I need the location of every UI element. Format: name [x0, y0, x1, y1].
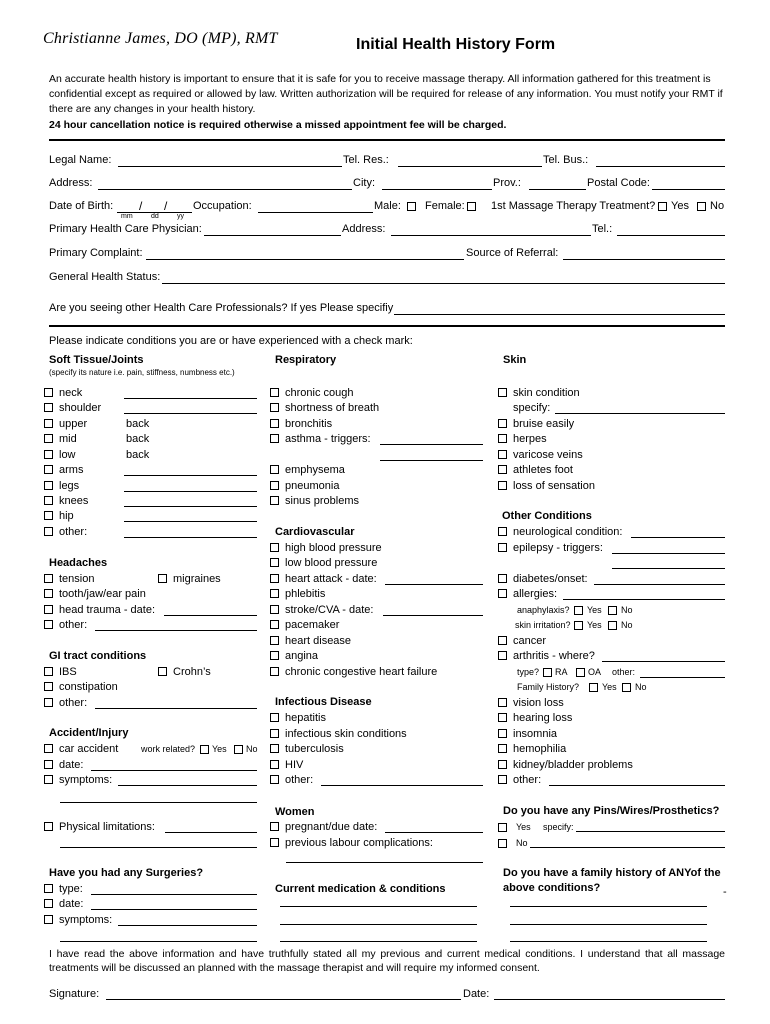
- gi-item[interactable]: other:: [44, 697, 87, 709]
- prov-label: Prov.:: [493, 177, 521, 189]
- soft-tissue-item[interactable]: neck: [44, 387, 82, 399]
- arthritis-other-label: other:: [612, 667, 636, 677]
- headache-item[interactable]: head trauma - date:: [44, 604, 155, 616]
- other-condition-item[interactable]: epilepsy - triggers:: [498, 542, 603, 554]
- surgery-item[interactable]: date:: [44, 898, 83, 910]
- male-checkbox[interactable]: [407, 202, 416, 211]
- other-condition-item[interactable]: vision loss: [498, 697, 564, 709]
- section-divider: [49, 325, 725, 327]
- soft-tissue-heading: Soft Tissue/Joints: [49, 354, 144, 366]
- answer-line[interactable]: [510, 906, 707, 907]
- answer-line[interactable]: [95, 708, 257, 709]
- first-treatment-yes-checkbox[interactable]: [658, 202, 667, 211]
- soft-tissue-item[interactable]: other:: [44, 526, 87, 538]
- other-condition-item[interactable]: kidney/bladder problems: [498, 759, 633, 771]
- tel-res-field[interactable]: [398, 166, 542, 167]
- answer-line[interactable]: [286, 862, 483, 863]
- other-condition-item[interactable]: hearing loss: [498, 712, 572, 724]
- skin-irritation-label: skin irritation?: [515, 620, 571, 630]
- soft-tissue-item[interactable]: low: [44, 449, 76, 461]
- tel-bus-field[interactable]: [596, 166, 725, 167]
- skin-item[interactable]: herpes: [498, 433, 547, 445]
- family-history-dash: -: [723, 886, 727, 898]
- physician-tel-field[interactable]: [617, 235, 725, 236]
- answer-line[interactable]: [380, 444, 483, 445]
- skin-item[interactable]: bruise easily: [498, 418, 574, 430]
- tel-bus-label: Tel. Bus.:: [543, 154, 589, 166]
- date-label: Date:: [463, 988, 490, 1000]
- answer-line[interactable]: [118, 925, 257, 926]
- skin-heading: Skin: [503, 354, 527, 366]
- other-condition-item[interactable]: hemophilia: [498, 743, 566, 755]
- dob-label: Date of Birth:: [49, 200, 114, 212]
- first-treatment-no-label: No: [710, 200, 725, 212]
- skin-irritation-yes-checkbox[interactable]: [574, 621, 583, 630]
- skin-item[interactable]: varicose veins: [498, 449, 583, 461]
- referral-label: Source of Referral:: [466, 247, 559, 259]
- other-condition-item[interactable]: diabetes/onset:: [498, 573, 588, 585]
- arthritis-ra-label: RA: [555, 667, 568, 677]
- respiratory-item[interactable]: pneumonia: [270, 480, 339, 492]
- pins-no-checkbox[interactable]: [498, 839, 507, 848]
- gi-item[interactable]: IBS: [44, 666, 77, 678]
- physician-field[interactable]: [204, 235, 341, 236]
- physician-address-label: Address:: [342, 223, 386, 235]
- infectious-heading: Infectious Disease: [275, 696, 372, 708]
- cancellation-notice: 24 hour cancellation notice is required otherwise a missed appointment fee will be charged.: [49, 119, 507, 131]
- cardio-item[interactable]: low blood pressure: [270, 557, 377, 569]
- back-label: back: [126, 433, 150, 445]
- answer-line[interactable]: [631, 537, 725, 538]
- answer-line[interactable]: [510, 924, 707, 925]
- answer-line[interactable]: [530, 847, 725, 848]
- address-label: Address:: [49, 177, 93, 189]
- work-related-yes-label: Yes: [212, 744, 227, 754]
- cardio-item[interactable]: phlebitis: [270, 588, 325, 600]
- anaphylaxis-yes-checkbox[interactable]: [574, 606, 583, 615]
- soft-tissue-item[interactable]: knees: [44, 495, 88, 507]
- arthritis-type-label: type?: [517, 667, 540, 677]
- headache-item[interactable]: migraines: [158, 573, 221, 585]
- postal-code-field[interactable]: [652, 189, 725, 190]
- accident-item[interactable]: symptoms:: [44, 774, 112, 786]
- female-checkbox[interactable]: [467, 202, 476, 211]
- other-conditions-heading: Other Conditions: [502, 510, 592, 522]
- answer-line[interactable]: [60, 847, 257, 848]
- soft-tissue-item[interactable]: mid: [44, 433, 77, 445]
- skin-item[interactable]: loss of sensation: [498, 480, 595, 492]
- family-history-heading-2: above conditions?: [503, 882, 601, 894]
- cardio-item[interactable]: pacemaker: [270, 619, 339, 631]
- medication-heading: Current medication & conditions: [275, 883, 446, 895]
- consent-text: I have read the above information and have truthfully stated all my previous and current medical conditions. I understand that all massage treatments will be discussed an planned with the massage therapist and will require my informed consent.: [49, 948, 725, 974]
- arthritis-ra-checkbox[interactable]: [543, 668, 552, 677]
- page-title: Initial Health History Form: [356, 36, 556, 53]
- legal-name-field[interactable]: [118, 166, 342, 167]
- other-condition-item[interactable]: insomnia: [498, 728, 557, 740]
- surgery-item[interactable]: symptoms:: [44, 914, 112, 926]
- family-history-heading: Do you have a family history of ANYof the: [503, 867, 721, 879]
- prov-field[interactable]: [529, 189, 586, 190]
- infectious-item[interactable]: other:: [270, 774, 313, 786]
- other-condition-item[interactable]: arthritis - where?: [498, 650, 595, 662]
- respiratory-item[interactable]: sinus problems: [270, 495, 359, 507]
- soft-tissue-item[interactable]: upper: [44, 418, 87, 430]
- signature-label: Signature:: [49, 988, 100, 1000]
- answer-line[interactable]: [321, 785, 483, 786]
- surgery-item[interactable]: type:: [44, 883, 83, 895]
- answer-line[interactable]: [385, 832, 483, 833]
- gi-item[interactable]: constipation: [44, 681, 118, 693]
- arthritis-oa-label: OA: [588, 667, 602, 677]
- answer-line[interactable]: [385, 584, 483, 585]
- physical-limitations-item[interactable]: Physical limitations:: [44, 821, 155, 833]
- general-health-field[interactable]: [162, 283, 725, 284]
- anaphylaxis-label: anaphylaxis?: [517, 605, 570, 615]
- cardio-item[interactable]: high blood pressure: [270, 542, 382, 554]
- back-label: back: [126, 449, 150, 461]
- headache-item[interactable]: tension: [44, 573, 94, 585]
- postal-code-label: Postal Code:: [587, 177, 650, 189]
- soft-tissue-item[interactable]: legs: [44, 480, 79, 492]
- answer-line[interactable]: [510, 941, 707, 942]
- soft-tissue-note: (specify its nature i.e. pain, stiffness, numbness etc.): [49, 368, 235, 377]
- other-condition-item[interactable]: neurological condition:: [498, 526, 622, 538]
- other-professionals-field[interactable]: [394, 314, 725, 315]
- answer-line[interactable]: [124, 521, 257, 522]
- skin-irritation-no-checkbox[interactable]: [608, 621, 617, 630]
- answer-line[interactable]: [124, 537, 257, 538]
- answer-line[interactable]: [612, 568, 725, 569]
- answer-line[interactable]: [576, 831, 725, 832]
- respiratory-heading: Respiratory: [275, 354, 337, 366]
- physician-tel-label: Tel.:: [592, 223, 613, 235]
- women-item[interactable]: previous labour complications:: [270, 837, 433, 849]
- infectious-item[interactable]: hepatitis: [270, 712, 326, 724]
- anaphylaxis-yes-label: Yes: [587, 605, 602, 615]
- infectious-item[interactable]: HIV: [270, 759, 303, 771]
- answer-line[interactable]: [612, 553, 725, 554]
- dob-slash-1: /: [139, 199, 143, 213]
- occupation-field[interactable]: [258, 212, 373, 213]
- answer-line[interactable]: [124, 491, 257, 492]
- cardio-item[interactable]: heart disease: [270, 635, 351, 647]
- skin-irritation-yes-label: Yes: [587, 620, 602, 630]
- answer-line[interactable]: [594, 584, 725, 585]
- first-treatment-yes-label: Yes: [671, 200, 689, 212]
- headaches-heading: Headaches: [49, 557, 108, 569]
- complaint-field[interactable]: [146, 259, 464, 260]
- anaphylaxis-no-label: No: [621, 605, 633, 615]
- other-condition-item[interactable]: other:: [498, 774, 541, 786]
- answer-line[interactable]: [563, 599, 725, 600]
- answer-line[interactable]: [124, 506, 257, 507]
- conditions-intro: Please indicate conditions you are or have experienced with a check mark:: [49, 335, 413, 347]
- answer-line[interactable]: [280, 924, 477, 925]
- answer-line[interactable]: [640, 677, 725, 678]
- tel-res-label: Tel. Res.:: [343, 154, 389, 166]
- signature-field[interactable]: [106, 999, 461, 1000]
- family-history-yes-checkbox[interactable]: [589, 683, 598, 692]
- answer-line[interactable]: [124, 413, 257, 414]
- intro-text: An accurate health history is important to ensure that it is safe for you to receive massage therapy. All information gathered for this treatment is confidential except as required or allowed by law. Written authorization will be required for release of any information. You must notify your RMT if there are any changes in your health history.: [49, 73, 723, 115]
- answer-line[interactable]: [280, 941, 477, 942]
- cardio-item[interactable]: angina: [270, 650, 318, 662]
- answer-line[interactable]: [383, 615, 483, 616]
- answer-line[interactable]: [124, 398, 257, 399]
- family-history-label: Family History?: [517, 682, 580, 692]
- skin-item[interactable]: athletes foot: [498, 464, 573, 476]
- date-field[interactable]: [494, 999, 725, 1000]
- work-related-no-checkbox[interactable]: [234, 745, 243, 754]
- referral-field[interactable]: [563, 259, 725, 260]
- pins-specify-label: specify:: [543, 822, 574, 832]
- occupation-label: Occupation:: [193, 200, 252, 212]
- other-professionals-label: Are you seeing other Health Care Professionals? If yes Please specifiy: [49, 302, 394, 314]
- answer-line[interactable]: [91, 770, 257, 771]
- dob-slash-2: /: [164, 199, 168, 213]
- answer-line[interactable]: [91, 894, 257, 895]
- respiratory-item[interactable]: bronchitis: [270, 418, 332, 430]
- women-item[interactable]: pregnant/due date:: [270, 821, 377, 833]
- practitioner-name: Christianne James, DO (MP), RMT: [43, 30, 278, 47]
- cardio-item[interactable]: chronic congestive heart failure: [270, 666, 437, 678]
- respiratory-item[interactable]: chronic cough: [270, 387, 354, 399]
- answer-line[interactable]: [60, 802, 257, 803]
- work-related-no-label: No: [246, 744, 258, 754]
- answer-line[interactable]: [95, 630, 257, 631]
- work-related-label: work related?: [141, 744, 196, 754]
- headache-item[interactable]: other:: [44, 619, 87, 631]
- gi-item[interactable]: Crohn’s: [158, 666, 211, 678]
- answer-line[interactable]: [280, 906, 477, 907]
- answer-line[interactable]: [380, 460, 483, 461]
- work-related-yes-checkbox[interactable]: [200, 745, 209, 754]
- soft-tissue-item[interactable]: shoulder: [44, 402, 101, 414]
- complaint-label: Primary Complaint:: [49, 247, 143, 259]
- women-heading: Women: [275, 806, 315, 818]
- respiratory-item[interactable]: emphysema: [270, 464, 345, 476]
- headache-item[interactable]: tooth/jaw/ear pain: [44, 588, 146, 600]
- address-field[interactable]: [98, 189, 352, 190]
- answer-line[interactable]: [164, 615, 257, 616]
- accident-item[interactable]: car accident: [44, 743, 118, 755]
- skin-specify-label: specify:: [513, 402, 551, 414]
- answer-line[interactable]: [118, 785, 257, 786]
- cardio-item[interactable]: heart attack - date:: [270, 573, 377, 585]
- dob-yy: yy: [177, 213, 184, 220]
- respiratory-item[interactable]: shortness of breath: [270, 402, 379, 414]
- legal-name-label: Legal Name:: [49, 154, 112, 166]
- answer-line[interactable]: [124, 475, 257, 476]
- anaphylaxis-no-checkbox[interactable]: [608, 606, 617, 615]
- accident-item[interactable]: date:: [44, 759, 83, 771]
- family-history-yes-label: Yes: [602, 682, 617, 692]
- general-health-label: General Health Status:: [49, 271, 161, 283]
- first-treatment-label: 1st Massage Therapy Treatment?: [491, 200, 656, 212]
- header-divider: [49, 139, 725, 141]
- pins-no-label: No: [516, 838, 528, 848]
- physician-label: Primary Health Care Physician:: [49, 223, 202, 235]
- dob-mm: mm: [121, 213, 133, 220]
- city-field[interactable]: [382, 189, 492, 190]
- answer-line[interactable]: [602, 661, 725, 662]
- city-label: City:: [353, 177, 375, 189]
- female-label: Female:: [425, 200, 465, 212]
- cardio-item[interactable]: stroke/CVA - date:: [270, 604, 373, 616]
- pins-heading: Do you have any Pins/Wires/Prosthetics?: [503, 805, 720, 817]
- skin-item[interactable]: skin condition: [498, 387, 580, 399]
- back-label: back: [126, 418, 150, 430]
- pins-yes-label: Yes: [516, 822, 531, 832]
- arthritis-oa-checkbox[interactable]: [576, 668, 585, 677]
- skin-irritation-no-label: No: [621, 620, 633, 630]
- cardio-heading: Cardiovascular: [275, 526, 355, 538]
- respiratory-item[interactable]: asthma - triggers:: [270, 433, 371, 445]
- pins-yes-checkbox[interactable]: [498, 823, 507, 832]
- family-history-no-label: No: [635, 682, 647, 692]
- surgeries-heading: Have you had any Surgeries?: [49, 867, 204, 879]
- infectious-item[interactable]: tuberculosis: [270, 743, 344, 755]
- answer-line[interactable]: [549, 785, 725, 786]
- soft-tissue-item[interactable]: arms: [44, 464, 83, 476]
- infectious-item[interactable]: infectious skin conditions: [270, 728, 407, 740]
- answer-line[interactable]: [91, 909, 257, 910]
- soft-tissue-item[interactable]: hip: [44, 510, 74, 522]
- answer-line[interactable]: [555, 413, 725, 414]
- gi-heading: GI tract conditions: [49, 650, 147, 662]
- dob-dd: dd: [151, 213, 159, 220]
- physician-address-field[interactable]: [391, 235, 591, 236]
- family-history-no-checkbox[interactable]: [622, 683, 631, 692]
- answer-line[interactable]: [165, 832, 257, 833]
- other-condition-item[interactable]: allergies:: [498, 588, 557, 600]
- other-condition-item[interactable]: cancer: [498, 635, 546, 647]
- answer-line[interactable]: [60, 941, 257, 942]
- male-label: Male:: [374, 200, 401, 212]
- first-treatment-no-checkbox[interactable]: [697, 202, 706, 211]
- accident-heading: Accident/Injury: [49, 727, 129, 739]
